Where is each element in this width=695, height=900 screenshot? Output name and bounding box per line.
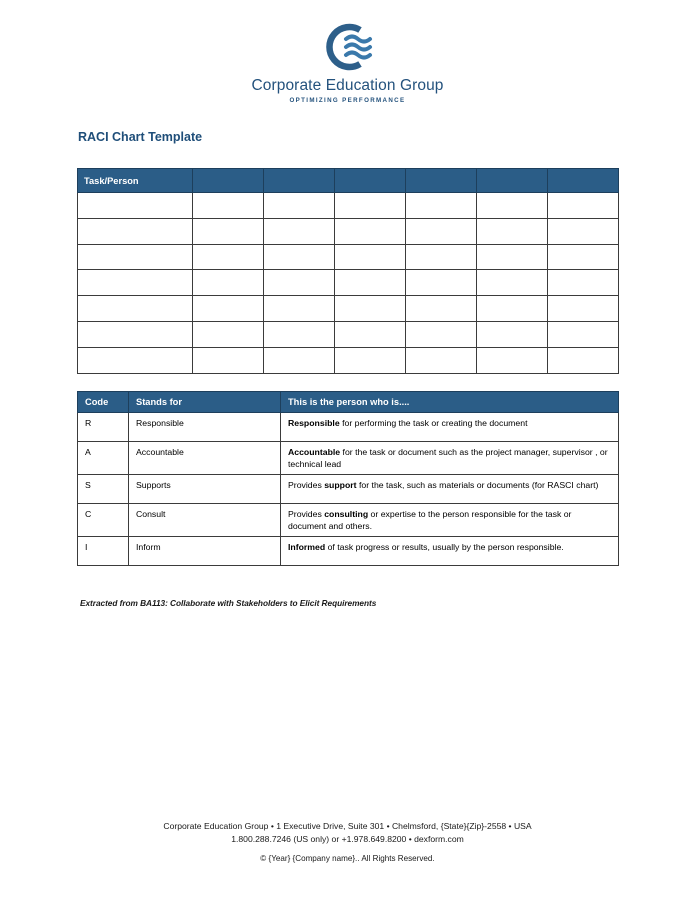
raci-cell-0-2[interactable] (264, 193, 335, 219)
table-row (78, 413, 619, 442)
raci-cell-4-0[interactable] (78, 296, 193, 322)
raci-grid-table (77, 168, 619, 374)
raci-grid-header-cell-2[interactable] (264, 169, 335, 193)
raci-cell-4-3[interactable] (335, 296, 406, 322)
legend-description-a-rest: for the task or document such as the project manager, supervisor , or technical lead (288, 447, 608, 469)
legend-header-description: This is the person who is.... (281, 392, 619, 413)
legend-body (78, 413, 619, 566)
legend-description-c-bold: consulting (324, 509, 369, 519)
raci-cell-5-3[interactable] (335, 321, 406, 347)
raci-grid-header-cell-1[interactable] (193, 169, 264, 193)
legend-description-c-pre: Provides (288, 509, 325, 519)
legend-description-s-bold: support (324, 480, 357, 490)
raci-cell-1-4[interactable] (406, 218, 477, 244)
legend-header-code: Code (78, 392, 129, 413)
table-row (78, 244, 619, 270)
legend-code-r: R (78, 413, 129, 442)
footer-address-line: Corporate Education Group • 1 Executive Drive, Suite 301 • Chelmsford, {State}{Zip}-2558 • USA (163, 821, 532, 831)
raci-cell-5-1[interactable] (193, 321, 264, 347)
cc-waves-logo-icon (316, 22, 380, 72)
raci-cell-0-0[interactable] (78, 193, 193, 219)
raci-cell-3-0[interactable] (78, 270, 193, 296)
table-row (78, 321, 619, 347)
raci-cell-5-6[interactable] (548, 321, 619, 347)
table-row (78, 347, 619, 373)
legend-code-a: A (78, 442, 129, 475)
legend-description-s (281, 475, 619, 504)
raci-cell-2-4[interactable] (406, 244, 477, 270)
legend-description-r (281, 413, 619, 442)
raci-cell-3-5[interactable] (477, 270, 548, 296)
raci-cell-3-4[interactable] (406, 270, 477, 296)
table-row (78, 504, 619, 537)
legend-description-r-rest: for performing the task or creating the document (339, 418, 528, 428)
extract-source-note: Extracted from BA113: Collaborate with Stakeholders to Elicit Requirements (80, 598, 377, 608)
table-row (78, 442, 619, 475)
raci-cell-6-5[interactable] (477, 347, 548, 373)
legend-description-i-rest: of task progress or results, usually by the person responsible. (325, 542, 564, 552)
legend-description-i-bold: Informed (288, 542, 326, 552)
raci-cell-0-5[interactable] (477, 193, 548, 219)
raci-cell-0-1[interactable] (193, 193, 264, 219)
legend-description-i (281, 537, 619, 566)
raci-cell-4-6[interactable] (548, 296, 619, 322)
table-row (78, 193, 619, 219)
table-row (78, 270, 619, 296)
raci-cell-2-6[interactable] (548, 244, 619, 270)
legend-description-a (281, 442, 619, 475)
raci-cell-4-5[interactable] (477, 296, 548, 322)
raci-cell-0-3[interactable] (335, 193, 406, 219)
raci-cell-2-2[interactable] (264, 244, 335, 270)
raci-cell-6-2[interactable] (264, 347, 335, 373)
raci-cell-1-0[interactable] (78, 218, 193, 244)
legend-stands-for-i: Inform (129, 537, 281, 566)
raci-cell-3-1[interactable] (193, 270, 264, 296)
raci-cell-6-0[interactable] (78, 347, 193, 373)
raci-grid-header-cell-6[interactable] (548, 169, 619, 193)
legend-header-stands-for: Stands for (129, 392, 281, 413)
raci-cell-1-6[interactable] (548, 218, 619, 244)
raci-cell-5-5[interactable] (477, 321, 548, 347)
raci-cell-3-2[interactable] (264, 270, 335, 296)
legend-stands-for-s: Supports (129, 475, 281, 504)
raci-cell-3-6[interactable] (548, 270, 619, 296)
raci-grid-header-cell-5[interactable] (477, 169, 548, 193)
logo-tagline: OPTIMIZING PERFORMANCE (289, 97, 406, 104)
raci-cell-4-4[interactable] (406, 296, 477, 322)
table-row (78, 296, 619, 322)
brand-logo-block (0, 0, 695, 104)
legend-code-s: S (78, 475, 129, 504)
raci-cell-1-1[interactable] (193, 218, 264, 244)
raci-grid-header-cell-4[interactable] (406, 169, 477, 193)
legend-description-r-bold: Responsible (288, 418, 340, 428)
logo-wordmark: Corporate Education Group (251, 77, 444, 94)
raci-grid-header-cell-0: Task/Person (78, 169, 193, 193)
table-row (78, 218, 619, 244)
legend-header-row (78, 392, 619, 413)
raci-cell-5-4[interactable] (406, 321, 477, 347)
legend-description-c (281, 504, 619, 537)
table-row (78, 537, 619, 566)
raci-cell-0-4[interactable] (406, 193, 477, 219)
legend-stands-for-r: Responsible (129, 413, 281, 442)
legend-description-s-rest: for the task, such as materials or documents (for RASCI chart) (356, 480, 599, 490)
raci-cell-4-1[interactable] (193, 296, 264, 322)
raci-cell-2-5[interactable] (477, 244, 548, 270)
raci-cell-1-5[interactable] (477, 218, 548, 244)
raci-cell-2-1[interactable] (193, 244, 264, 270)
raci-grid-header-cell-3[interactable] (335, 169, 406, 193)
legend-stands-for-c: Consult (129, 504, 281, 537)
legend-description-s-pre: Provides (288, 480, 325, 490)
footer-contact-line: 1.800.288.7246 (US only) or +1.978.649.8200 • dexform.com (231, 834, 464, 845)
raci-cell-2-3[interactable] (335, 244, 406, 270)
legend-stands-for-a: Accountable (129, 442, 281, 475)
legend-description-c-rest: or expertise to the person responsible for the task or document and others. (288, 509, 572, 531)
raci-cell-6-6[interactable] (548, 347, 619, 373)
raci-grid-body (78, 193, 619, 374)
raci-cell-5-0[interactable] (78, 321, 193, 347)
raci-cell-5-2[interactable] (264, 321, 335, 347)
raci-cell-4-2[interactable] (264, 296, 335, 322)
raci-cell-6-3[interactable] (335, 347, 406, 373)
raci-cell-1-2[interactable] (264, 218, 335, 244)
legend-code-c: C (78, 504, 129, 537)
raci-grid-header-row (78, 169, 619, 193)
raci-cell-0-6[interactable] (548, 193, 619, 219)
table-row (78, 475, 619, 504)
page-footer (0, 820, 695, 863)
raci-cell-6-1[interactable] (193, 347, 264, 373)
footer-copyright: © {Year} {Company name}.. All Rights Reserved. (260, 853, 435, 863)
page-title: RACI Chart Template (78, 130, 203, 144)
raci-legend-table (77, 391, 619, 566)
raci-cell-2-0[interactable] (78, 244, 193, 270)
raci-cell-6-4[interactable] (406, 347, 477, 373)
raci-cell-1-3[interactable] (335, 218, 406, 244)
raci-cell-3-3[interactable] (335, 270, 406, 296)
legend-description-a-bold: Accountable (288, 447, 341, 457)
legend-code-i: I (78, 537, 129, 566)
